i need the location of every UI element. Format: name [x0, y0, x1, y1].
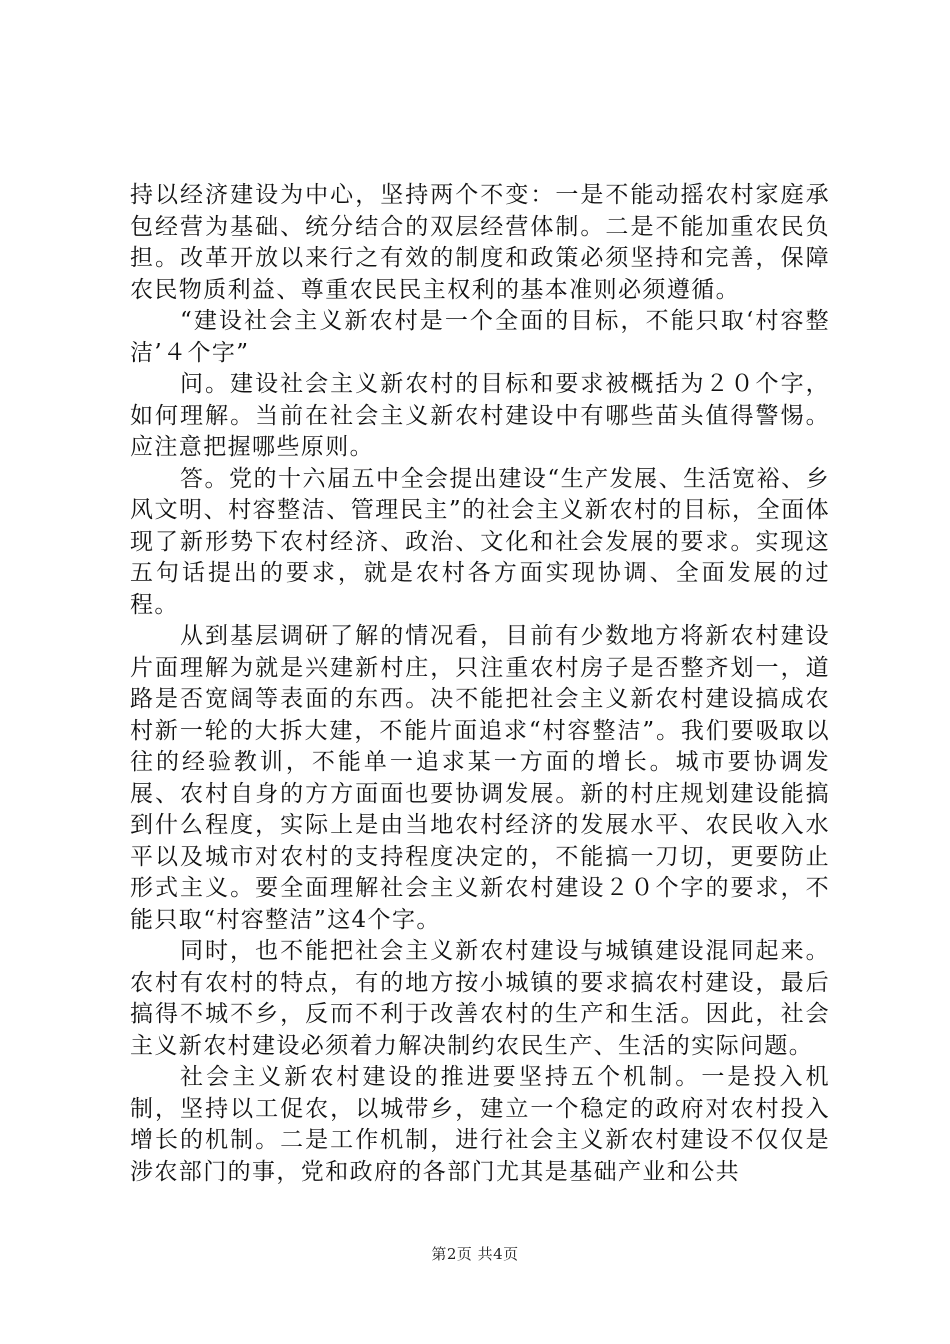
paragraph-continuation: 持以经济建设为中心，坚持两个不变：一是不能动摇农村家庭承包经营为基础、统分结合的双层经营体制。二是不能加重农民负担。改革开放以来行之有效的制度和政策必须坚持和完善，保障农民物质利益、尊重农民民主权利的基本准则必须遵循。: [130, 182, 830, 303]
question-paragraph: 问。建设社会主义新农村的目标和要求被概括为２０个字，如何理解。当前在社会主义新农村建设中有哪些苗头值得警惕。应注意把握哪些原则。: [130, 371, 830, 460]
paragraph: 从到基层调研了解的情况看，目前有少数地方将新农村建设片面理解为就是兴建新村庄，只注重农村房子是否整齐划一，道路是否宽阔等表面的东西。决不能把社会主义新农村建设搞成农村新一轮的大拆大建，不能片面追求“村容整洁”。我们要吸取以往的经验教训，不能单一追求某一方面的增长。城市要协调发展、农村自身的方方面面也要协调发展。新的村庄规划建设能搞到什么程度，实际上是由当地农村经济的发展水平、农民收入水平以及城市对农村的支持程度决定的，不能搞一刀切，更要防止形式主义。要全面理解社会主义新农村建设２０个字的要求，不能只取“村容整洁”这4个字。: [130, 623, 830, 933]
paragraph: 同时，也不能把社会主义新农村建设与城镇建设混同起来。农村有农村的特点，有的地方按小城镇的要求搞农村建设，最后搞得不城不乡，反而不利于改善农村的生产和生活。因此，社会主义新农村建设必须着力解决制约农民生产、生活的实际问题。: [130, 938, 830, 1059]
page-number-footer: 第2页 共4页: [431, 1245, 519, 1263]
body-text: [130, 180, 830, 1188]
section-heading: “建设社会主义新农村是一个全面的目标，不能只取‘村容整洁’４个字”: [130, 308, 830, 366]
paragraph: 社会主义新农村建设的推进要坚持五个机制。一是投入机制，坚持以工促农，以城带乡，建立一个稳定的政府对农村投入增长的机制。二是工作机制，进行社会主义新农村建设不仅仅是涉农部门的事，党和政府的各部门尤其是基础产业和公共: [130, 1064, 830, 1185]
answer-paragraph: 答。党的十六届五中全会提出建设“生产发展、生活宽裕、乡风文明、村容整洁、管理民主”的社会主义新农村的目标，全面体现了新形势下农村经济、政治、文化和社会发展的要求。实现这五句话提出的要求，就是农村各方面实现协调、全面发展的过程。: [130, 465, 830, 618]
